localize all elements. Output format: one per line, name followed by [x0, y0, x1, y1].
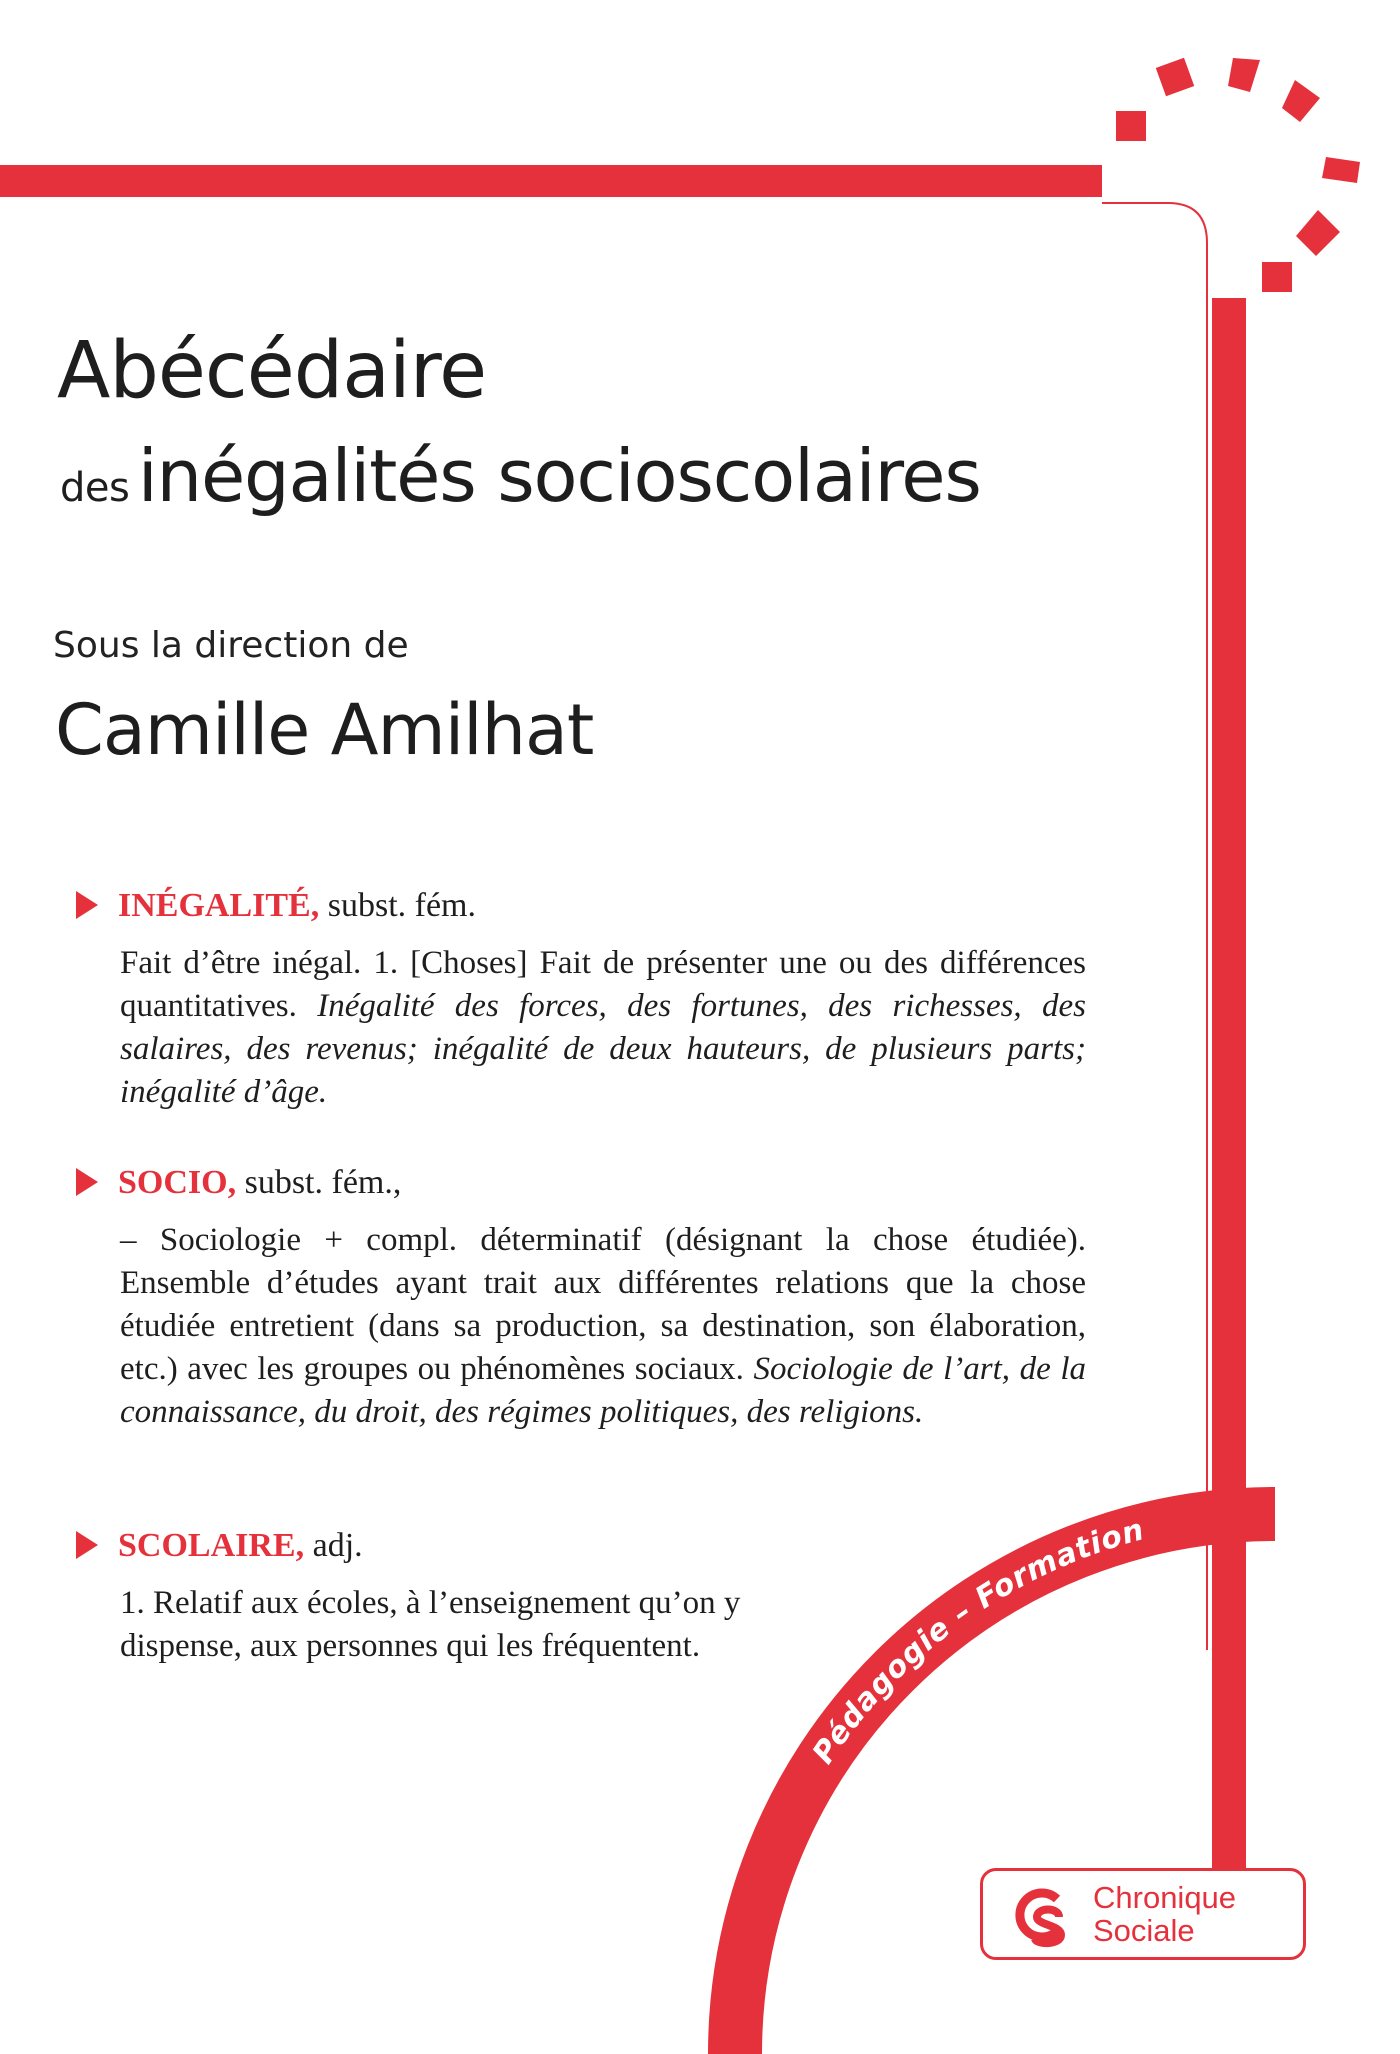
thin-frame-line — [1102, 203, 1207, 1650]
entry-grammar: adj. — [304, 1527, 363, 1564]
definition-text: Fait d’être inégal. 1. [Choses] Fait de présenter une ou des différences quantitatives. — [120, 945, 1086, 1024]
collection-label-text: Pédagogie – Formation — [805, 1512, 1149, 1771]
entry-head — [76, 1526, 1086, 1566]
dashed-circle-decoration — [1116, 58, 1360, 292]
publisher-name-line1: Chronique — [1093, 1880, 1237, 1915]
entry-grammar: subst. fém., — [236, 1164, 402, 1201]
book-title-line2 — [60, 434, 981, 518]
entry-grammar: subst. fém. — [319, 887, 477, 924]
author-name: Camille Amilhat — [55, 689, 594, 771]
entry-word: SOCIO, — [118, 1164, 237, 1201]
entry-head — [76, 1163, 1086, 1203]
top-red-bar — [0, 165, 1102, 197]
dash-2 — [1156, 58, 1194, 96]
dash-5 — [1322, 157, 1360, 183]
definition-line-2: dispense, aux personnes qui les fréquentent. — [120, 1628, 701, 1664]
dash-7 — [1262, 262, 1292, 292]
entry-definition — [120, 1582, 1086, 1668]
publisher-name-line2: Sociale — [1093, 1913, 1195, 1948]
dash-6 — [1296, 210, 1340, 256]
right-triangle-icon — [76, 1531, 98, 1559]
book-title-big-part: inégalités socioscolaires — [137, 434, 981, 518]
entry-word: INÉGALITÉ, — [118, 887, 320, 924]
right-red-bar — [1212, 298, 1246, 1908]
definition-example: Inégalité des forces, des fortunes, des richesses, des salaires, des revenus; inégalité de deux hauteurs, de plusieurs parts; inégalité d’âge. — [120, 988, 1086, 1110]
dash-4 — [1282, 80, 1320, 122]
entry-head — [76, 886, 1086, 926]
book-title-small-part: des — [60, 465, 130, 511]
entry-definition — [120, 942, 1086, 1114]
entry-definition — [120, 1219, 1086, 1434]
definition-example: Sociologie de l’art, de la connaissance, du droit, des régimes politiques, des religions. — [120, 1351, 1086, 1430]
publisher-box — [980, 1868, 1306, 1960]
dash-3 — [1228, 58, 1260, 92]
dictionary-entry-socio — [76, 1163, 1086, 1434]
book-title-line1: Abécédaire — [57, 326, 487, 416]
direction-label: Sous la direction de — [53, 625, 409, 666]
definition-text: – Sociologie + compl. déterminatif (désignant la chose étudiée). Ensemble d’études ayant trait aux différentes relations que la chose étudiée entretient (dans sa production, sa destination, son élaboration, etc.) avec les groupes ou phénomènes sociaux. — [120, 1222, 1086, 1387]
dictionary-entry-inegalite — [76, 886, 1086, 1114]
definition-line-1: 1. Relatif aux écoles, à l’enseignement qu’on y — [120, 1585, 741, 1621]
dictionary-entry-scolaire — [76, 1526, 1086, 1668]
publisher-name — [1093, 1881, 1236, 1947]
chronique-sociale-logo — [1009, 1887, 1069, 1949]
right-triangle-icon — [76, 891, 98, 919]
right-triangle-icon — [76, 1168, 98, 1196]
dash-1 — [1116, 111, 1146, 141]
entry-word: SCOLAIRE, — [118, 1527, 305, 1564]
